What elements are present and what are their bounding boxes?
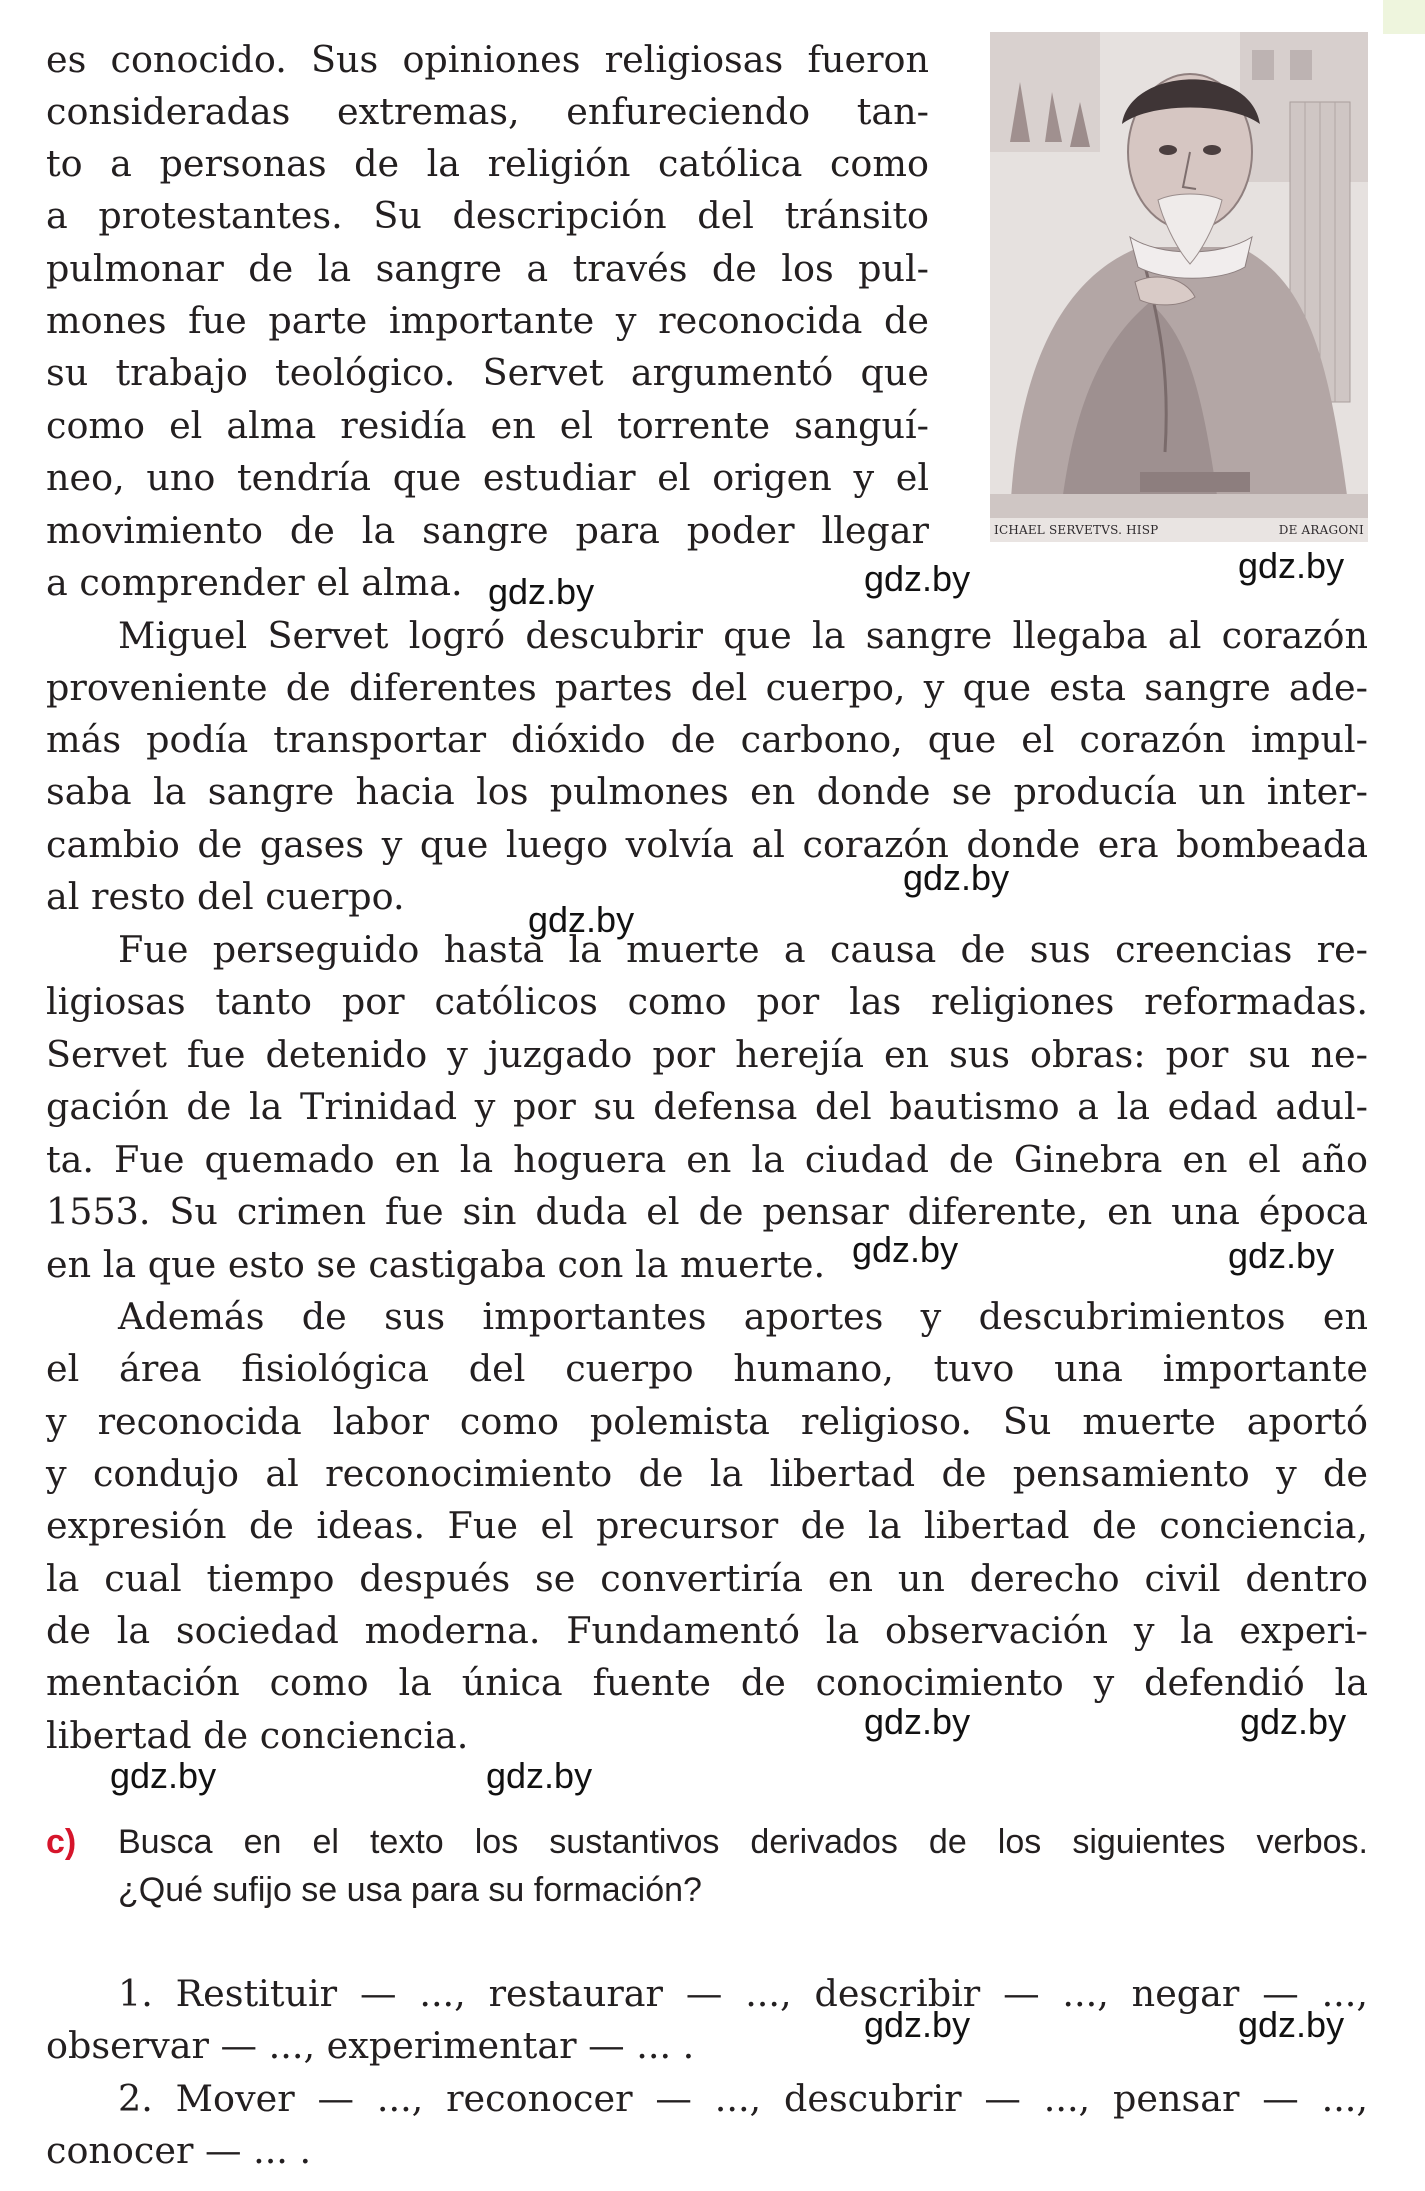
text-line: movimiento de la sangre para poder llegar (46, 509, 929, 552)
task-instruction-line: Busca en el texto los sustantivos derivados de los siguientes verbos. (118, 1823, 1368, 1861)
text-line: pulmonar de la sangre a través de los pul- (46, 247, 929, 290)
text-line: al resto del cuerpo. (46, 875, 405, 918)
watermark: gdz.by (1228, 1235, 1335, 1276)
exercise-line: 2. Mover — ..., reconocer — ..., descubrir — ..., pensar — ..., (118, 2077, 1368, 2120)
text-line: 1553. Su crimen fue sin duda el de pensar diferente, en una época (46, 1190, 1368, 1233)
watermark: gdz.by (1238, 545, 1345, 586)
watermark: gdz.by (110, 1755, 217, 1796)
text-line: y reconocida labor como polemista religioso. Su muerte aportó (46, 1400, 1368, 1443)
text-line: de la sociedad moderna. Fundamentó la observación y la experi- (46, 1609, 1368, 1652)
portrait-engraving (990, 32, 1368, 542)
portrait-caption-right: DE ARAGONI (1278, 523, 1364, 537)
text-line: la cual tiempo después se convertiría en un derecho civil dentro (46, 1557, 1368, 1600)
text-line: Miguel Servet logró descubrir que la sangre llegaba al corazón (118, 614, 1368, 657)
text-line: proveniente de diferentes partes del cuerpo, y que esta sangre ade- (46, 666, 1368, 709)
text-line: Fue perseguido hasta la muerte a causa de sus creencias re- (118, 928, 1368, 971)
text-line: to a personas de la religión católica como (46, 142, 929, 185)
text-line: mones fue parte importante y reconocida de (46, 299, 929, 342)
text-line: gación de la Trinidad y por su defensa del bautismo a la edad adul- (46, 1085, 1368, 1128)
watermark: gdz.by (852, 1229, 959, 1270)
page-corner-tab (1383, 0, 1425, 34)
task-label: c) (46, 1823, 77, 1861)
text-line: su trabajo teológico. Servet argumentó que (46, 351, 929, 394)
watermark: gdz.by (486, 1755, 593, 1796)
text-line: saba la sangre hacia los pulmones en donde se producía un inter- (46, 770, 1368, 813)
watermark: gdz.by (864, 2004, 971, 2045)
text-line: mentación como la única fuente de conocimiento y defendió la (46, 1661, 1368, 1704)
watermark: gdz.by (903, 857, 1010, 898)
portrait-caption (990, 520, 1368, 540)
text-line: a comprender el alma. (46, 561, 463, 604)
task-instruction-line: ¿Qué sufijo se usa para su formación? (118, 1871, 702, 1909)
portrait-illustration (990, 32, 1368, 518)
text-line: y condujo al reconocimiento de la libertad de pensamiento y de (46, 1452, 1368, 1495)
exercise-line: observar — ..., experimentar — ... . (46, 2024, 695, 2067)
text-line: consideradas extremas, enfureciendo tan- (46, 90, 929, 133)
text-line: en la que esto se castigaba con la muerte. (46, 1243, 826, 1286)
watermark: gdz.by (488, 571, 595, 612)
text-line: libertad de conciencia. (46, 1714, 469, 1757)
text-line: ligiosas tanto por católicos como por las religiones reformadas. (46, 980, 1368, 1023)
watermark: gdz.by (528, 899, 635, 940)
text-line: expresión de ideas. Fue el precursor de la libertad de conciencia, (46, 1504, 1368, 1547)
exercise-line: conocer — ... . (46, 2129, 312, 2172)
text-line: más podía transportar dióxido de carbono, que el corazón impul- (46, 718, 1368, 761)
text-line: a protestantes. Su descripción del tránsito (46, 194, 929, 237)
text-line: cambio de gases y que luego volvía al corazón donde era bombeada (46, 823, 1368, 866)
watermark: gdz.by (864, 1701, 971, 1742)
exercise-line: 1. Restituir — ..., restaurar — ..., describir — ..., negar — ..., (118, 1972, 1368, 2015)
text-line: el área fisiológica del cuerpo humano, tuvo una importante (46, 1347, 1368, 1390)
text-line: neo, uno tendría que estudiar el origen y el (46, 456, 929, 499)
watermark: gdz.by (1238, 2004, 1345, 2045)
text-line: como el alma residía en el torrente sanguí- (46, 404, 929, 447)
portrait-caption-left: ICHAEL SERVETVS. HISP (994, 523, 1159, 537)
text-line: Además de sus importantes aportes y descubrimientos en (118, 1295, 1368, 1338)
text-line: es conocido. Sus opiniones religiosas fueron (46, 38, 929, 81)
watermark: gdz.by (1240, 1701, 1347, 1742)
watermark: gdz.by (864, 558, 971, 599)
text-line: Servet fue detenido y juzgado por herejía en sus obras: por su ne- (46, 1033, 1368, 1076)
text-line: ta. Fue quemado en la hoguera en la ciudad de Ginebra en el año (46, 1138, 1368, 1181)
